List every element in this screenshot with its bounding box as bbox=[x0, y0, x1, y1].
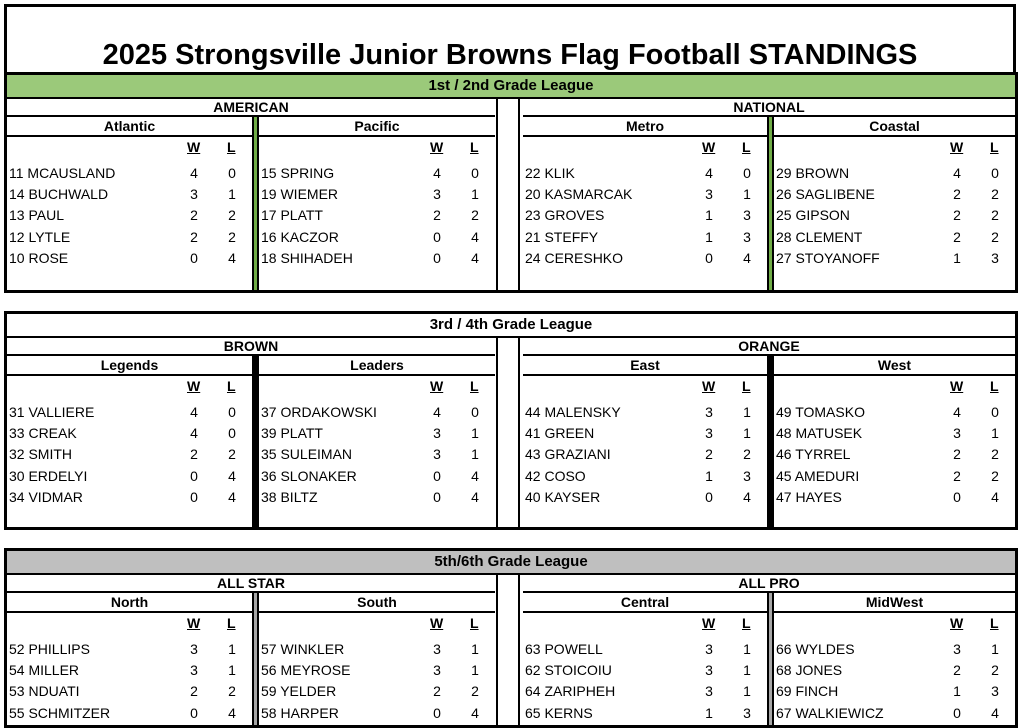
team-row bbox=[9, 444, 250, 465]
losses-column-header: L bbox=[470, 378, 479, 394]
division-header: Pacific bbox=[259, 117, 495, 137]
conference-header: AMERICAN bbox=[7, 99, 495, 117]
team-name: 68 JONES bbox=[776, 662, 843, 679]
team-row bbox=[9, 639, 250, 660]
team-row bbox=[776, 423, 1013, 444]
team-row bbox=[525, 227, 765, 248]
team-wins: 3 bbox=[705, 662, 713, 679]
team-losses: 4 bbox=[991, 488, 999, 505]
team-name: 40 KAYSER bbox=[525, 488, 601, 505]
team-losses: 3 bbox=[743, 704, 751, 721]
team-name: 45 AMEDURI bbox=[776, 467, 860, 484]
team-row bbox=[776, 660, 1013, 681]
team-name: 65 KERNS bbox=[525, 704, 593, 721]
team-losses: 2 bbox=[228, 446, 236, 463]
league-section bbox=[4, 548, 1018, 728]
team-wins: 2 bbox=[953, 228, 961, 245]
team-losses: 2 bbox=[743, 446, 751, 463]
team-row bbox=[525, 423, 765, 444]
team-name: 48 MATUSEK bbox=[776, 425, 863, 442]
team-name: 56 MEYROSE bbox=[261, 662, 351, 679]
team-name: 54 MILLER bbox=[9, 662, 80, 679]
team-wins: 3 bbox=[190, 641, 198, 657]
team-wins: 0 bbox=[433, 488, 441, 505]
team-losses: 0 bbox=[471, 165, 479, 181]
team-name: 49 TOMASKO bbox=[776, 404, 865, 420]
team-wins: 3 bbox=[705, 683, 713, 700]
team-row bbox=[525, 681, 765, 702]
wins-column-header: W bbox=[430, 615, 444, 631]
team-wins: 2 bbox=[190, 228, 198, 245]
team-row bbox=[9, 227, 250, 248]
team-name: 55 SCHMITZER bbox=[9, 704, 111, 721]
team-wins: 1 bbox=[705, 704, 713, 721]
team-name: 44 MALENSKY bbox=[525, 404, 621, 420]
team-row bbox=[776, 205, 1013, 226]
team-row bbox=[261, 184, 493, 205]
team-losses: 1 bbox=[228, 662, 236, 679]
team-row bbox=[9, 184, 250, 205]
team-row bbox=[9, 681, 250, 702]
team-losses: 0 bbox=[991, 165, 999, 181]
team-row bbox=[261, 487, 493, 508]
division-separator bbox=[767, 593, 774, 725]
team-row bbox=[261, 639, 493, 660]
league-section bbox=[4, 72, 1018, 293]
team-wins: 1 bbox=[953, 249, 961, 266]
division-header: East bbox=[523, 356, 767, 376]
team-losses: 2 bbox=[991, 446, 999, 463]
team-losses: 2 bbox=[471, 207, 479, 224]
team-row bbox=[776, 703, 1013, 724]
division-header: Legends bbox=[7, 356, 252, 376]
team-name: 59 YELDER bbox=[261, 683, 337, 700]
team-name: 36 SLONAKER bbox=[261, 467, 357, 484]
team-losses: 4 bbox=[471, 467, 479, 484]
team-row bbox=[525, 205, 765, 226]
team-row bbox=[9, 703, 250, 724]
team-losses: 1 bbox=[991, 425, 999, 442]
team-row bbox=[261, 703, 493, 724]
team-row bbox=[261, 402, 493, 423]
team-name: 12 LYTLE bbox=[9, 228, 71, 245]
team-name: 57 WINKLER bbox=[261, 641, 345, 657]
team-row bbox=[525, 487, 765, 508]
team-losses: 1 bbox=[228, 186, 236, 203]
team-row bbox=[525, 444, 765, 465]
team-name: 47 HAYES bbox=[776, 488, 842, 505]
team-name: 21 STEFFY bbox=[525, 228, 599, 245]
team-losses: 3 bbox=[991, 249, 999, 266]
team-losses: 4 bbox=[228, 488, 236, 505]
team-losses: 3 bbox=[743, 228, 751, 245]
division-separator bbox=[767, 356, 774, 527]
wins-column-header: W bbox=[187, 615, 201, 631]
team-name: 39 PLATT bbox=[261, 425, 323, 442]
team-row bbox=[261, 227, 493, 248]
team-row bbox=[9, 660, 250, 681]
team-name: 66 WYLDES bbox=[776, 641, 855, 657]
team-losses: 2 bbox=[991, 467, 999, 484]
team-row bbox=[525, 466, 765, 487]
team-wins: 4 bbox=[433, 165, 441, 181]
team-losses: 3 bbox=[743, 467, 751, 484]
team-losses: 1 bbox=[743, 662, 751, 679]
team-losses: 4 bbox=[228, 249, 236, 266]
team-losses: 2 bbox=[471, 683, 479, 700]
team-losses: 4 bbox=[228, 467, 236, 484]
team-row bbox=[776, 681, 1013, 702]
team-wins: 3 bbox=[190, 662, 198, 679]
division-header: Atlantic bbox=[7, 117, 252, 137]
team-losses: 2 bbox=[991, 228, 999, 245]
team-wins: 2 bbox=[433, 207, 441, 224]
team-name: 25 GIPSON bbox=[776, 207, 850, 224]
team-losses: 1 bbox=[743, 641, 751, 657]
team-name: 32 SMITH bbox=[9, 446, 73, 463]
division-header: Coastal bbox=[774, 117, 1015, 137]
team-name: 64 ZARIPHEH bbox=[525, 683, 616, 700]
team-wins: 3 bbox=[190, 186, 198, 203]
team-losses: 1 bbox=[743, 404, 751, 420]
team-name: 52 PHILLIPS bbox=[9, 641, 90, 657]
league-title: 5th/6th Grade League bbox=[7, 551, 1015, 575]
team-row bbox=[776, 402, 1013, 423]
team-wins: 2 bbox=[953, 207, 961, 224]
team-wins: 3 bbox=[433, 425, 441, 442]
team-losses: 2 bbox=[991, 186, 999, 203]
team-wins: 1 bbox=[705, 467, 713, 484]
team-losses: 4 bbox=[471, 228, 479, 245]
team-row bbox=[9, 402, 250, 423]
team-row bbox=[776, 227, 1013, 248]
team-losses: 2 bbox=[991, 662, 999, 679]
team-name: 37 ORDAKOWSKI bbox=[261, 404, 377, 420]
team-wins: 2 bbox=[190, 446, 198, 463]
losses-column-header: L bbox=[990, 139, 999, 155]
team-name: 58 HARPER bbox=[261, 704, 339, 721]
division-header: North bbox=[7, 593, 252, 613]
team-row bbox=[525, 703, 765, 724]
team-wins: 3 bbox=[433, 662, 441, 679]
conference-separator bbox=[496, 338, 520, 527]
wins-column-header: W bbox=[430, 378, 444, 394]
page-title: 2025 Strongsville Junior Browns Flag Football STANDINGS bbox=[102, 39, 918, 71]
team-row bbox=[9, 423, 250, 444]
conference-header: ALL PRO bbox=[523, 575, 1015, 593]
team-wins: 4 bbox=[190, 404, 198, 420]
team-wins: 3 bbox=[705, 186, 713, 203]
team-losses: 0 bbox=[228, 404, 236, 420]
division-header: South bbox=[259, 593, 495, 613]
team-losses: 2 bbox=[228, 207, 236, 224]
team-name: 11 MCAUSLAND bbox=[9, 165, 116, 181]
team-wins: 0 bbox=[433, 704, 441, 721]
team-row bbox=[261, 423, 493, 444]
team-losses: 2 bbox=[991, 207, 999, 224]
team-wins: 0 bbox=[953, 704, 961, 721]
team-row bbox=[261, 681, 493, 702]
team-losses: 1 bbox=[743, 425, 751, 442]
team-losses: 3 bbox=[743, 207, 751, 224]
division-header: Metro bbox=[523, 117, 767, 137]
team-losses: 3 bbox=[991, 683, 999, 700]
team-row bbox=[9, 487, 250, 508]
team-wins: 4 bbox=[953, 404, 961, 420]
team-losses: 1 bbox=[471, 425, 479, 442]
team-name: 38 BILTZ bbox=[261, 488, 318, 505]
team-wins: 2 bbox=[953, 186, 961, 203]
team-wins: 2 bbox=[190, 683, 198, 700]
team-name: 27 STOYANOFF bbox=[776, 249, 880, 266]
team-wins: 3 bbox=[705, 425, 713, 442]
conference-header: NATIONAL bbox=[523, 99, 1015, 117]
losses-column-header: L bbox=[227, 139, 236, 155]
team-wins: 3 bbox=[705, 404, 713, 420]
team-row bbox=[261, 163, 493, 184]
division-header: West bbox=[774, 356, 1015, 376]
team-name: 67 WALKIEWICZ bbox=[776, 704, 884, 721]
conference-header: BROWN bbox=[7, 338, 495, 356]
team-wins: 3 bbox=[433, 446, 441, 463]
team-name: 34 VIDMAR bbox=[9, 488, 83, 505]
team-name: 35 SULEIMAN bbox=[261, 446, 353, 463]
wins-column-header: W bbox=[950, 615, 964, 631]
team-row bbox=[525, 660, 765, 681]
team-wins: 3 bbox=[953, 641, 961, 657]
team-row bbox=[9, 205, 250, 226]
losses-column-header: L bbox=[990, 378, 999, 394]
team-name: 14 BUCHWALD bbox=[9, 186, 109, 203]
division-separator bbox=[252, 593, 259, 725]
league-title: 3rd / 4th Grade League bbox=[7, 314, 1015, 338]
league-title: 1st / 2nd Grade League bbox=[7, 75, 1015, 99]
team-losses: 4 bbox=[743, 488, 751, 505]
wins-column-header: W bbox=[187, 378, 201, 394]
team-name: 69 FINCH bbox=[776, 683, 839, 700]
wins-column-header: W bbox=[702, 615, 716, 631]
team-losses: 4 bbox=[471, 249, 479, 266]
team-wins: 4 bbox=[190, 165, 198, 181]
wins-column-header: W bbox=[187, 139, 201, 155]
team-row bbox=[261, 660, 493, 681]
team-wins: 0 bbox=[705, 488, 713, 505]
team-row bbox=[261, 205, 493, 226]
team-losses: 1 bbox=[471, 186, 479, 203]
team-wins: 1 bbox=[953, 683, 961, 700]
team-wins: 2 bbox=[953, 446, 961, 463]
team-row bbox=[776, 248, 1013, 269]
team-row bbox=[261, 248, 493, 269]
team-wins: 3 bbox=[433, 641, 441, 657]
team-name: 20 KASMARCAK bbox=[525, 186, 633, 203]
team-name: 33 CREAK bbox=[9, 425, 77, 442]
team-name: 62 STOICOIU bbox=[525, 662, 612, 679]
team-wins: 1 bbox=[705, 207, 713, 224]
team-name: 13 PAUL bbox=[9, 207, 64, 224]
team-losses: 4 bbox=[228, 704, 236, 721]
team-losses: 0 bbox=[471, 404, 479, 420]
team-name: 63 POWELL bbox=[525, 641, 603, 657]
team-losses: 4 bbox=[471, 488, 479, 505]
team-name: 41 GREEN bbox=[525, 425, 595, 442]
team-name: 18 SHIHADEH bbox=[261, 249, 353, 266]
conference-header: ALL STAR bbox=[7, 575, 495, 593]
team-losses: 1 bbox=[471, 662, 479, 679]
division-header: Central bbox=[523, 593, 767, 613]
team-row bbox=[525, 639, 765, 660]
team-row bbox=[9, 248, 250, 269]
division-separator bbox=[767, 117, 774, 290]
team-name: 19 WIEMER bbox=[261, 186, 339, 203]
team-wins: 1 bbox=[705, 228, 713, 245]
team-row bbox=[776, 466, 1013, 487]
team-name: 22 KLIK bbox=[525, 165, 575, 181]
team-name: 24 CERESHKO bbox=[525, 249, 624, 266]
team-wins: 2 bbox=[953, 467, 961, 484]
division-header: Leaders bbox=[259, 356, 495, 376]
team-wins: 3 bbox=[433, 186, 441, 203]
losses-column-header: L bbox=[990, 615, 999, 631]
division-separator bbox=[252, 117, 259, 290]
team-row bbox=[525, 402, 765, 423]
team-losses: 4 bbox=[743, 249, 751, 266]
team-losses: 0 bbox=[228, 425, 236, 442]
team-wins: 4 bbox=[705, 165, 713, 181]
losses-column-header: L bbox=[742, 139, 751, 155]
team-row bbox=[776, 444, 1013, 465]
team-name: 23 GROVES bbox=[525, 207, 605, 224]
team-losses: 1 bbox=[471, 446, 479, 463]
wins-column-header: W bbox=[702, 139, 716, 155]
team-losses: 0 bbox=[743, 165, 751, 181]
team-name: 29 BROWN bbox=[776, 165, 850, 181]
team-wins: 0 bbox=[705, 249, 713, 266]
team-name: 26 SAGLIBENE bbox=[776, 186, 875, 203]
team-wins: 0 bbox=[190, 704, 198, 721]
losses-column-header: L bbox=[470, 139, 479, 155]
team-name: 17 PLATT bbox=[261, 207, 323, 224]
losses-column-header: L bbox=[227, 378, 236, 394]
team-losses: 0 bbox=[228, 165, 236, 181]
team-losses: 2 bbox=[228, 228, 236, 245]
conference-separator bbox=[496, 575, 520, 725]
team-row bbox=[525, 248, 765, 269]
losses-column-header: L bbox=[742, 615, 751, 631]
team-name: 30 ERDELYI bbox=[9, 467, 88, 484]
team-name: 16 KACZOR bbox=[261, 228, 339, 245]
team-wins: 2 bbox=[190, 207, 198, 224]
team-row bbox=[9, 466, 250, 487]
team-row bbox=[261, 466, 493, 487]
team-name: 42 COSO bbox=[525, 467, 586, 484]
team-name: 15 SPRING bbox=[261, 165, 335, 181]
team-row bbox=[525, 163, 765, 184]
team-name: 31 VALLIERE bbox=[9, 404, 95, 420]
team-row bbox=[776, 487, 1013, 508]
team-wins: 2 bbox=[953, 662, 961, 679]
team-losses: 1 bbox=[743, 186, 751, 203]
team-losses: 2 bbox=[228, 683, 236, 700]
wins-column-header: W bbox=[702, 378, 716, 394]
team-name: 53 NDUATI bbox=[9, 683, 80, 700]
team-wins: 0 bbox=[433, 249, 441, 266]
team-wins: 2 bbox=[705, 446, 713, 463]
team-wins: 0 bbox=[190, 467, 198, 484]
team-row bbox=[776, 163, 1013, 184]
team-losses: 1 bbox=[228, 641, 236, 657]
team-name: 43 GRAZIANI bbox=[525, 446, 611, 463]
team-row bbox=[525, 184, 765, 205]
title-box bbox=[4, 4, 1016, 72]
team-row bbox=[9, 163, 250, 184]
team-losses: 4 bbox=[471, 704, 479, 721]
team-losses: 1 bbox=[743, 683, 751, 700]
team-row bbox=[776, 639, 1013, 660]
losses-column-header: L bbox=[470, 615, 479, 631]
team-wins: 3 bbox=[705, 641, 713, 657]
team-wins: 3 bbox=[953, 425, 961, 442]
team-losses: 0 bbox=[991, 404, 999, 420]
league-section bbox=[4, 311, 1018, 530]
team-wins: 4 bbox=[190, 425, 198, 442]
division-separator bbox=[252, 356, 259, 527]
wins-column-header: W bbox=[950, 139, 964, 155]
team-wins: 2 bbox=[433, 683, 441, 700]
losses-column-header: L bbox=[227, 615, 236, 631]
team-wins: 0 bbox=[190, 488, 198, 505]
team-losses: 1 bbox=[471, 641, 479, 657]
team-name: 46 TYRREL bbox=[776, 446, 851, 463]
team-wins: 0 bbox=[190, 249, 198, 266]
wins-column-header: W bbox=[430, 139, 444, 155]
team-wins: 4 bbox=[433, 404, 441, 420]
wins-column-header: W bbox=[950, 378, 964, 394]
team-losses: 1 bbox=[991, 641, 999, 657]
team-wins: 4 bbox=[953, 165, 961, 181]
team-wins: 0 bbox=[433, 467, 441, 484]
team-wins: 0 bbox=[953, 488, 961, 505]
team-losses: 4 bbox=[991, 704, 999, 721]
conference-separator bbox=[496, 99, 520, 290]
team-name: 28 CLEMENT bbox=[776, 228, 863, 245]
losses-column-header: L bbox=[742, 378, 751, 394]
conference-header: ORANGE bbox=[523, 338, 1015, 356]
division-header: MidWest bbox=[774, 593, 1015, 613]
team-row bbox=[776, 184, 1013, 205]
team-name: 10 ROSE bbox=[9, 249, 69, 266]
team-wins: 0 bbox=[433, 228, 441, 245]
team-row bbox=[261, 444, 493, 465]
